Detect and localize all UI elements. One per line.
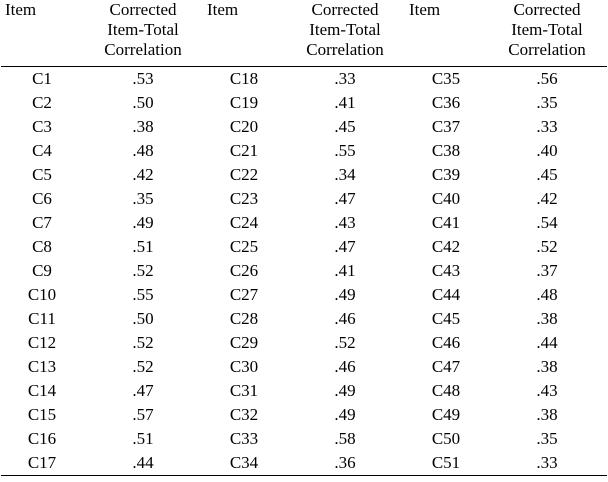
item-cell: C46 bbox=[431, 333, 461, 352]
correlation-header-line-2: Item-Total bbox=[107, 20, 179, 39]
table-row bbox=[1, 355, 607, 379]
item-total-correlation-table-container bbox=[1, 0, 607, 476]
correlation-cell: .47 bbox=[334, 237, 356, 256]
correlation-cell: .40 bbox=[536, 141, 558, 160]
correlation-cell: .33 bbox=[536, 117, 558, 136]
item-cell: C11 bbox=[28, 309, 56, 328]
item-cell: C22 bbox=[229, 165, 259, 184]
correlation-header-line-1: Corrected bbox=[311, 0, 379, 19]
item-cell: C25 bbox=[229, 237, 259, 256]
correlation-column-header bbox=[285, 0, 405, 67]
correlation-cell: .47 bbox=[132, 381, 154, 400]
correlation-header-line-3: Correlation bbox=[104, 40, 182, 59]
table-row bbox=[1, 235, 607, 259]
item-cell: C43 bbox=[431, 261, 461, 280]
item-cell: C18 bbox=[229, 69, 259, 88]
item-cell: C42 bbox=[431, 237, 461, 256]
correlation-cell: .49 bbox=[334, 381, 356, 400]
correlation-cell: .38 bbox=[536, 357, 558, 376]
correlation-cell: .44 bbox=[83, 451, 203, 476]
table-row bbox=[1, 403, 607, 427]
correlation-cell: .48 bbox=[536, 285, 558, 304]
table-body bbox=[1, 67, 607, 476]
correlation-header-line-1: Corrected bbox=[513, 0, 581, 19]
correlation-cell: .41 bbox=[334, 93, 356, 112]
item-cell: C3 bbox=[32, 117, 52, 136]
correlation-header-line-2: Item-Total bbox=[511, 20, 583, 39]
item-cell: C19 bbox=[229, 93, 259, 112]
correlation-cell: .54 bbox=[536, 213, 558, 232]
item-cell: C7 bbox=[32, 213, 52, 232]
correlation-cell: .50 bbox=[132, 93, 154, 112]
correlation-cell: .36 bbox=[285, 451, 405, 476]
item-cell: C26 bbox=[229, 261, 259, 280]
item-cell: C16 bbox=[27, 429, 57, 448]
item-cell: C44 bbox=[431, 285, 461, 304]
item-cell: C4 bbox=[32, 141, 52, 160]
item-cell: C8 bbox=[32, 237, 52, 256]
correlation-cell: .52 bbox=[132, 357, 154, 376]
correlation-cell: .50 bbox=[132, 309, 154, 328]
item-cell: C10 bbox=[27, 285, 57, 304]
correlation-cell: .42 bbox=[132, 165, 154, 184]
correlation-cell: .38 bbox=[132, 117, 154, 136]
item-cell: C37 bbox=[431, 117, 461, 136]
item-cell: C21 bbox=[229, 141, 259, 160]
correlation-cell: .52 bbox=[132, 261, 154, 280]
correlation-cell: .42 bbox=[536, 189, 558, 208]
correlation-cell: .57 bbox=[132, 405, 154, 424]
correlation-cell: .38 bbox=[536, 309, 558, 328]
correlation-cell: .33 bbox=[487, 451, 607, 476]
table-row bbox=[1, 211, 607, 235]
correlation-cell: .43 bbox=[334, 213, 356, 232]
correlation-cell: .45 bbox=[334, 117, 356, 136]
table-row bbox=[1, 91, 607, 115]
correlation-cell: .55 bbox=[132, 285, 154, 304]
correlation-cell: .46 bbox=[334, 309, 356, 328]
item-cell: C6 bbox=[32, 189, 52, 208]
item-column-header: Item bbox=[1, 0, 83, 67]
correlation-header-line-1: Corrected bbox=[109, 0, 177, 19]
correlation-column-header bbox=[487, 0, 607, 67]
correlation-cell: .45 bbox=[536, 165, 558, 184]
item-cell: C2 bbox=[32, 93, 52, 112]
item-cell: C40 bbox=[431, 189, 461, 208]
correlation-cell: .56 bbox=[536, 69, 558, 88]
item-cell: C39 bbox=[431, 165, 461, 184]
correlation-cell: .49 bbox=[132, 213, 154, 232]
item-cell: C14 bbox=[27, 381, 57, 400]
table-row bbox=[1, 115, 607, 139]
item-cell: C41 bbox=[431, 213, 461, 232]
item-cell: C38 bbox=[431, 141, 461, 160]
table-row bbox=[1, 259, 607, 283]
correlation-cell: .49 bbox=[334, 285, 356, 304]
item-cell: C13 bbox=[27, 357, 57, 376]
table-row bbox=[1, 139, 607, 163]
item-cell: C20 bbox=[229, 117, 259, 136]
correlation-cell: .41 bbox=[334, 261, 356, 280]
correlation-header-line-3: Correlation bbox=[508, 40, 586, 59]
table-row bbox=[1, 283, 607, 307]
item-cell: C31 bbox=[229, 381, 259, 400]
table-header bbox=[1, 0, 607, 67]
correlation-cell: .51 bbox=[132, 237, 154, 256]
item-cell: C33 bbox=[229, 429, 259, 448]
table-row bbox=[1, 379, 607, 403]
correlation-cell: .53 bbox=[132, 69, 154, 88]
correlation-cell: .35 bbox=[536, 429, 558, 448]
table-row bbox=[1, 307, 607, 331]
correlation-cell: .47 bbox=[334, 189, 356, 208]
table-row bbox=[1, 163, 607, 187]
item-cell: C36 bbox=[431, 93, 461, 112]
item-cell: C30 bbox=[229, 357, 259, 376]
correlation-cell: .46 bbox=[334, 357, 356, 376]
correlation-cell: .35 bbox=[536, 93, 558, 112]
correlation-cell: .35 bbox=[132, 189, 154, 208]
correlation-cell: .33 bbox=[334, 69, 356, 88]
item-cell: C48 bbox=[431, 381, 461, 400]
correlation-cell: .48 bbox=[132, 141, 154, 160]
correlation-header-line-2: Item-Total bbox=[309, 20, 381, 39]
item-cell: C50 bbox=[431, 429, 461, 448]
table-row bbox=[1, 187, 607, 211]
item-cell: C27 bbox=[229, 285, 259, 304]
table-row bbox=[1, 451, 607, 476]
item-column-header: Item bbox=[405, 0, 487, 67]
correlation-cell: .52 bbox=[132, 333, 154, 352]
item-column-header: Item bbox=[203, 0, 285, 67]
item-cell: C51 bbox=[405, 451, 487, 476]
table-row bbox=[1, 331, 607, 355]
correlation-cell: .37 bbox=[536, 261, 558, 280]
item-cell: C24 bbox=[229, 213, 259, 232]
correlation-cell: .38 bbox=[536, 405, 558, 424]
correlation-cell: .34 bbox=[334, 165, 356, 184]
correlation-cell: .44 bbox=[536, 333, 558, 352]
correlation-cell: .52 bbox=[536, 237, 558, 256]
item-cell: C17 bbox=[1, 451, 83, 476]
correlation-cell: .52 bbox=[334, 333, 356, 352]
item-cell: C32 bbox=[229, 405, 259, 424]
item-cell: C49 bbox=[431, 405, 461, 424]
correlation-cell: .49 bbox=[334, 405, 356, 424]
item-cell: C5 bbox=[32, 165, 52, 184]
item-cell: C47 bbox=[431, 357, 461, 376]
table-row bbox=[1, 67, 607, 92]
item-cell: C45 bbox=[431, 309, 461, 328]
correlation-cell: .55 bbox=[334, 141, 356, 160]
item-cell: C35 bbox=[431, 69, 461, 88]
table-row bbox=[1, 427, 607, 451]
item-cell: C1 bbox=[32, 69, 52, 88]
item-cell: C12 bbox=[27, 333, 57, 352]
item-cell: C29 bbox=[229, 333, 259, 352]
correlation-header-line-3: Correlation bbox=[306, 40, 384, 59]
item-cell: C34 bbox=[203, 451, 285, 476]
correlation-cell: .58 bbox=[334, 429, 356, 448]
item-cell: C15 bbox=[27, 405, 57, 424]
correlation-cell: .51 bbox=[132, 429, 154, 448]
item-cell: C28 bbox=[229, 309, 259, 328]
item-total-correlation-table bbox=[1, 0, 607, 476]
item-cell: C9 bbox=[32, 261, 52, 280]
header-row bbox=[1, 0, 607, 67]
correlation-column-header bbox=[83, 0, 203, 67]
correlation-cell: .43 bbox=[536, 381, 558, 400]
item-cell: C23 bbox=[229, 189, 259, 208]
